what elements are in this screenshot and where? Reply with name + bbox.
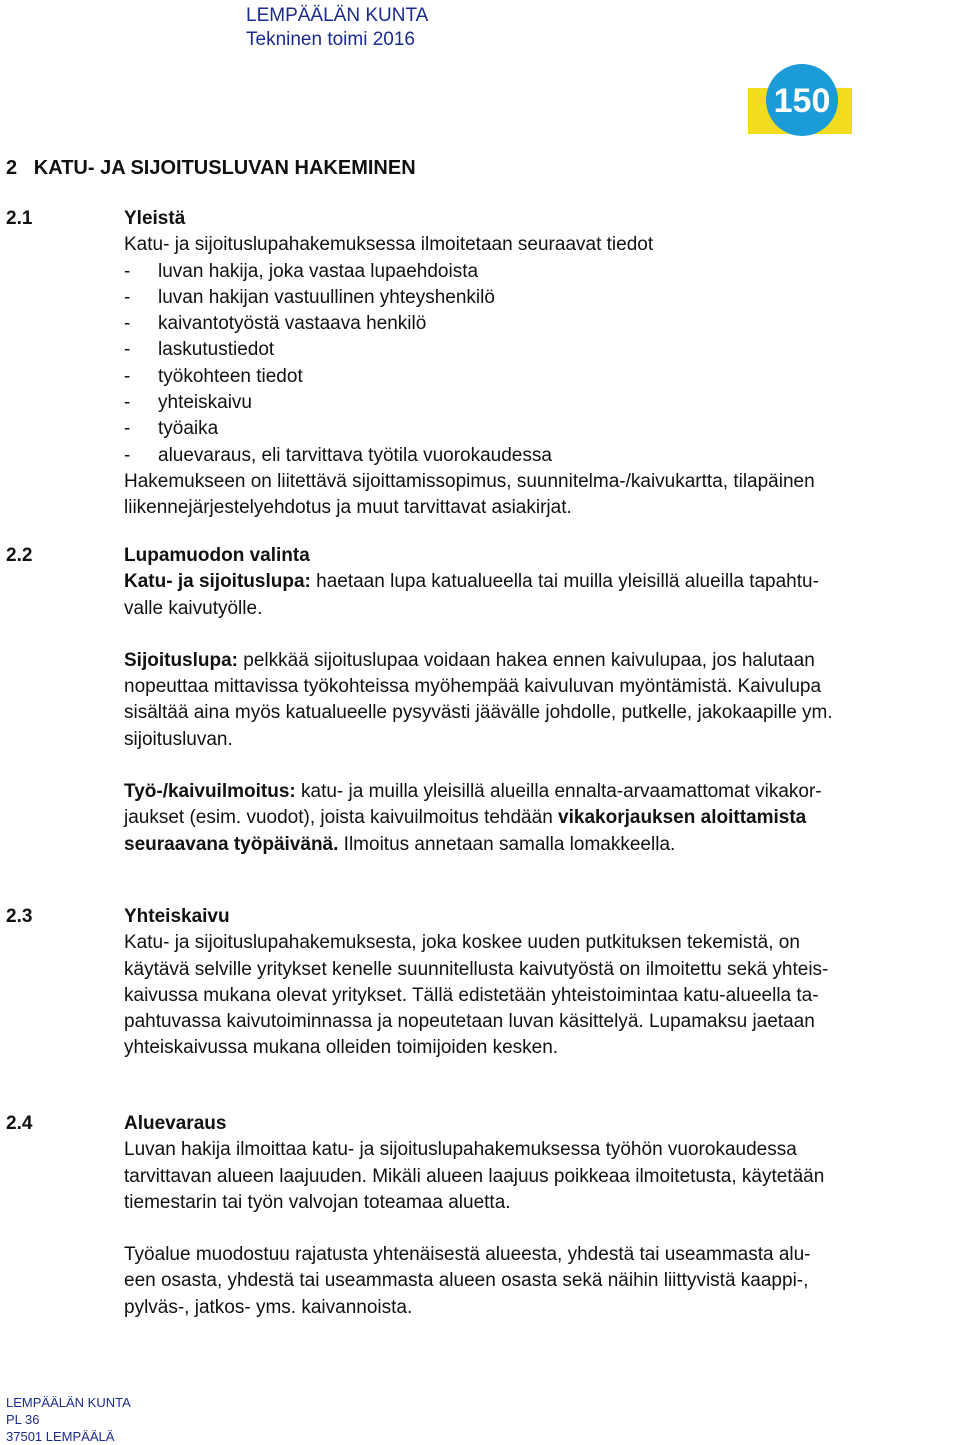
section-2-3-line: yhteiskaivussa mukana olleiden toimijoiden kesken. (124, 1037, 559, 1059)
section-2-4-line: pylväs-, jatkos- yms. kaivannoista. (124, 1296, 413, 1318)
footer-address (6, 1394, 131, 1445)
para-work-notice-line-3: seuraavana työpäivänä. Ilmoitus annetaan samalla lomakkeella. (124, 833, 676, 855)
section-2-3-line: kaivussa mukana olevat yritykset. Tällä edistetään yhteistoimintaa katu-alueella ta- (124, 984, 819, 1006)
para-street-permit-line-2: valle kaivutyölle. (124, 597, 263, 619)
section-2-1-intro: Katu- ja sijoituslupahakemuksessa ilmoitetaan seuraavat tiedot (124, 234, 654, 256)
section-2-4-line: Työalue muodostuu rajatusta yhtenäisestä alueesta, yhdestä tai useammasta alu- (124, 1244, 811, 1266)
section-2-1-outro-line-1: Hakemukseen on liitettävä sijoittamissopimus, suunnitelma-/kaivukartta, tilapäinen (124, 470, 815, 492)
list-item: - yhteiskaivu (124, 392, 252, 414)
logo-text: 150 (773, 82, 831, 120)
section-2-1-number: 2.1 (6, 208, 33, 229)
section-2-4-line: tiemestarin tai työn valvojan toteamaa aluetta. (124, 1191, 511, 1213)
para-street-permit: Katu- ja sijoituslupa: haetaan lupa katualueella tai muilla yleisillä alueilla tapahtu- (124, 571, 819, 593)
footer-po-box: PL 36 (6, 1412, 40, 1427)
list-item: - kaivantotyöstä vastaava henkilö (124, 313, 427, 335)
para-work-notice: Työ-/kaivuilmoitus: katu- ja muilla yleisillä alueilla ennalta-arvaamattomat vikakor- (124, 781, 822, 803)
section-2-4-line: een osasta, yhdestä tai useammasta alueen osasta sekä näihin liittyvistä kaappi-, (124, 1270, 809, 1292)
section-2-3-number: 2.3 (6, 906, 33, 927)
section-2-4-line: Luvan hakija ilmoittaa katu- ja sijoituslupahakemuksessa työhön vuorokaudessa (124, 1139, 797, 1161)
list-item: - työaika (124, 418, 219, 440)
para-placement-permit: Sijoituslupa: pelkkää sijoituslupaa voidaan hakea ennen kaivulupaa, jos halutaan (124, 649, 815, 671)
section-2-3 (124, 904, 950, 1062)
list-item: - luvan hakija, joka vastaa lupaehdoista (124, 260, 479, 282)
header-dept: Tekninen toimi 2016 (246, 29, 415, 50)
anniversary-logo (748, 62, 852, 142)
section-2-4 (124, 1111, 950, 1321)
section-2-1 (124, 206, 950, 522)
para-placement-permit-line-3: sisältää aina myös katualueelle pysyvästi jäävälle johdolle, putkelle, jakokaapille ym. (124, 702, 833, 724)
list-item: - laskutustiedot (124, 339, 275, 361)
list-item: - työkohteen tiedot (124, 365, 303, 387)
page-title: 2 KATU- JA SIJOITUSLUVAN HAKEMINEN (6, 157, 416, 179)
footer-org: LEMPÄÄLÄN KUNTA (6, 1395, 131, 1410)
list-item: - aluevaraus, eli tarvittava työtila vuorokaudessa (124, 444, 552, 466)
section-2-4-line: tarvittavan alueen laajuuden. Mikäli alueen laajuus poikkeaa ilmoitetusta, käytetään (124, 1165, 825, 1187)
section-2-2-number: 2.2 (6, 545, 33, 566)
section-2-2-title: Lupamuodon valinta (124, 545, 310, 566)
para-placement-permit-line-2: nopeuttaa mittavissa työkohteissa myöhempää kaivuluvan myöntämistä. Kaivulupa (124, 676, 822, 698)
footer-postal: 37501 LEMPÄÄLÄ (6, 1429, 115, 1444)
section-2-1-title: Yleistä (124, 208, 186, 229)
section-2-4-number: 2.4 (6, 1113, 33, 1134)
section-2-3-line: Katu- ja sijoituslupahakemuksesta, joka koskee uuden putkituksen tekemistä, on (124, 932, 800, 954)
section-2-1-outro-line-2: liikennejärjestelyehdotus ja muut tarvittavat asiakirjat. (124, 497, 572, 519)
section-2-3-title: Yhteiskaivu (124, 906, 230, 927)
header-org: LEMPÄÄLÄN KUNTA (246, 5, 429, 26)
section-2-3-line: pahtuvassa kaivutoiminnassa ja nopeutetaan luvan käsittelyä. Lupamaksu jaetaan (124, 1011, 815, 1033)
section-2-2 (124, 543, 950, 858)
section-2-3-line: käytävä selville yritykset kenelle suunnitellusta kaivutyöstä on ilmoitettu sekä yhteis- (124, 958, 829, 980)
section-2-1-list (124, 259, 950, 469)
para-work-notice-line-2: jaukset (esim. vuodot), joista kaivuilmoitus tehdään vikakorjauksen aloittamista (124, 807, 807, 829)
para-placement-permit-line-4: sijoitusluvan. (124, 728, 233, 750)
section-2-4-title: Aluevaraus (124, 1113, 227, 1134)
list-item: - luvan hakijan vastuullinen yhteyshenkilö (124, 286, 495, 308)
